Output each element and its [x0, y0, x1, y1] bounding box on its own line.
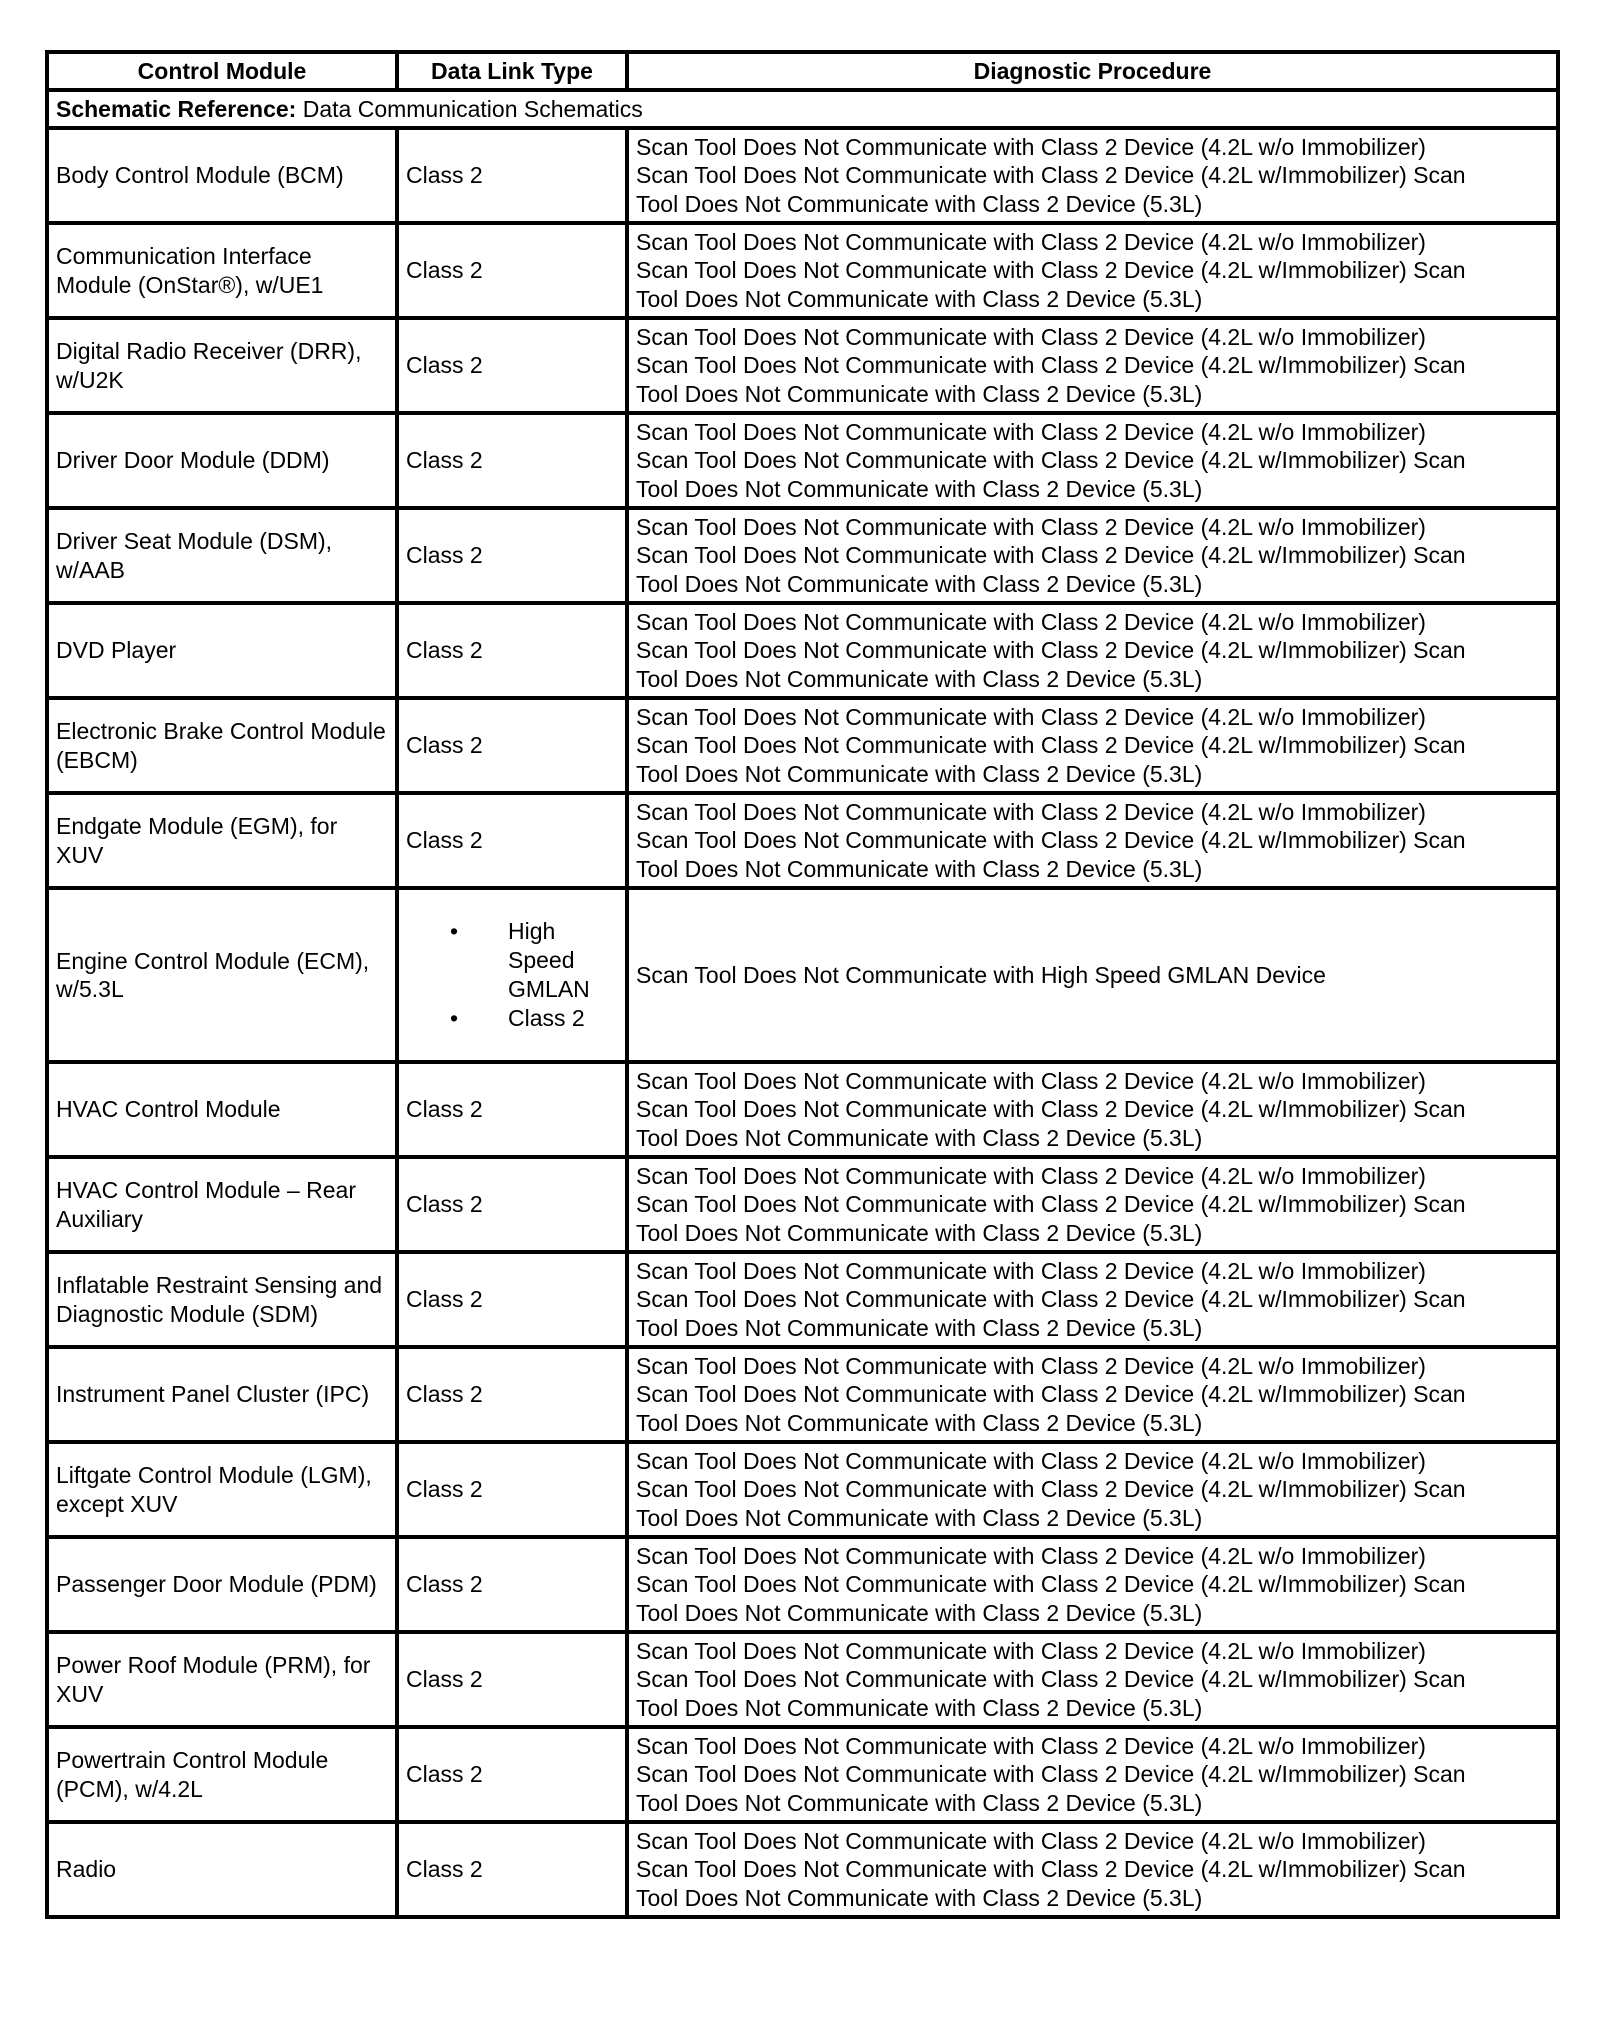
table-row — [47, 1157, 1558, 1252]
diagnostic-procedure-link[interactable]: Scan Tool Does Not Communicate with Class 2 Device (4.2L w/o Immobilizer) — [636, 1542, 1426, 1569]
diagnostic-procedure-link[interactable]: Tool Does Not Communicate with Class 2 Device (5.3L) — [636, 1124, 1203, 1151]
diagnostic-procedure-link[interactable]: Tool Does Not Communicate with Class 2 Device (5.3L) — [636, 1314, 1203, 1341]
diagnostic-procedure-link[interactable]: Tool Does Not Communicate with Class 2 Device (5.3L) — [636, 1694, 1203, 1721]
diagnostic-procedure-cell — [627, 793, 1558, 888]
table-row — [47, 1537, 1558, 1632]
diagnostic-procedure-cell — [627, 1347, 1558, 1442]
data-link-type-cell: Class 2 — [397, 1822, 627, 1917]
data-link-type-cell: Class 2 — [397, 1062, 627, 1157]
diagnostic-procedure-link[interactable]: Tool Does Not Communicate with Class 2 Device (5.3L) — [636, 855, 1203, 882]
header-data-link-type: Data Link Type — [397, 52, 627, 90]
data-link-type-cell: Class 2 — [397, 1252, 627, 1347]
control-module-cell: Communication Interface Module (OnStar®), w/UE1 — [47, 223, 397, 318]
diagnostic-procedure-cell — [627, 413, 1558, 508]
diagnostic-procedure-link[interactable]: Scan Tool Does Not Communicate with Class 2 Device (4.2L w/o Immobilizer) — [636, 1162, 1426, 1189]
diagnostic-procedure-link[interactable]: Scan Tool Does Not Communicate with Class 2 Device (4.2L w/o Immobilizer) — [636, 323, 1426, 350]
data-link-type-cell: Class 2 — [397, 1442, 627, 1537]
diagnostic-procedure-cell — [627, 1252, 1558, 1347]
diagnostic-procedure-cell — [627, 318, 1558, 413]
control-module-cell: Digital Radio Receiver (DRR), w/U2K — [47, 318, 397, 413]
diagnostic-procedure-cell — [627, 508, 1558, 603]
control-module-cell: Liftgate Control Module (LGM), except XUV — [47, 1442, 397, 1537]
control-module-cell: Electronic Brake Control Module (EBCM) — [47, 698, 397, 793]
diagnostic-procedure-link[interactable]: Tool Does Not Communicate with Class 2 Device (5.3L) — [636, 1599, 1203, 1626]
diagnostic-procedure-link[interactable]: Tool Does Not Communicate with Class 2 Device (5.3L) — [636, 665, 1203, 692]
data-link-type-cell: Class 2 — [397, 1632, 627, 1727]
table-row — [47, 698, 1558, 793]
schematic-reference-label: Schematic Reference: — [56, 95, 297, 122]
table-row — [47, 1632, 1558, 1727]
table-row — [47, 793, 1558, 888]
bullet-icon: • — [450, 918, 459, 944]
diagnostic-procedure-link[interactable]: Tool Does Not Communicate with Class 2 Device (5.3L) — [636, 1219, 1203, 1246]
diagnostic-procedure-cell — [627, 1632, 1558, 1727]
diagnostic-procedure-link[interactable]: Scan Tool Does Not Communicate with Class 2 Device (4.2L w/Immobilizer) Scan — [636, 637, 1466, 664]
diagnostic-procedure-link[interactable]: Tool Does Not Communicate with Class 2 Device (5.3L) — [636, 1789, 1203, 1816]
diagnostic-procedure-link[interactable]: Scan Tool Does Not Communicate with High Speed GMLAN Device — [636, 961, 1326, 988]
diagnostic-procedure-link[interactable]: Tool Does Not Communicate with Class 2 Device (5.3L) — [636, 570, 1203, 597]
data-link-type-item — [450, 917, 618, 1004]
diagnostic-procedure-link[interactable]: Scan Tool Does Not Communicate with Class 2 Device (4.2L w/o Immobilizer) — [636, 1827, 1426, 1854]
diagnostic-procedure-link[interactable]: Tool Does Not Communicate with Class 2 Device (5.3L) — [636, 1504, 1203, 1531]
control-module-cell: DVD Player — [47, 603, 397, 698]
diagnostic-procedure-link[interactable]: Scan Tool Does Not Communicate with Class 2 Device (4.2L w/o Immobilizer) — [636, 513, 1426, 540]
schematic-reference-row — [47, 90, 1558, 128]
diagnostic-procedure-link[interactable]: Scan Tool Does Not Communicate with Class 2 Device (4.2L w/o Immobilizer) — [636, 1352, 1426, 1379]
table-row — [47, 603, 1558, 698]
diagnostic-procedure-cell — [627, 1442, 1558, 1537]
diagnostic-procedure-link[interactable]: Tool Does Not Communicate with Class 2 Device (5.3L) — [636, 285, 1203, 312]
control-module-cell: Endgate Module (EGM), for XUV — [47, 793, 397, 888]
diagnostic-procedure-link[interactable]: Scan Tool Does Not Communicate with Class 2 Device (4.2L w/Immobilizer) Scan — [636, 1856, 1466, 1883]
data-link-type-cell: Class 2 — [397, 223, 627, 318]
diagnostic-procedure-link[interactable]: Scan Tool Does Not Communicate with Class 2 Device (4.2L w/o Immobilizer) — [636, 1257, 1426, 1284]
diagnostic-procedure-link[interactable]: Scan Tool Does Not Communicate with Class 2 Device (4.2L w/o Immobilizer) — [636, 1447, 1426, 1474]
data-link-type-cell: Class 2 — [397, 1347, 627, 1442]
data-link-type-item — [450, 1004, 618, 1033]
diagnostic-procedure-link[interactable]: Scan Tool Does Not Communicate with Class 2 Device (4.2L w/Immobilizer) Scan — [636, 732, 1466, 759]
table-row — [47, 1347, 1558, 1442]
diagnostic-procedure-link[interactable]: Scan Tool Does Not Communicate with Class 2 Device (4.2L w/Immobilizer) Scan — [636, 1666, 1466, 1693]
diagnostic-procedure-cell — [627, 1157, 1558, 1252]
schematic-reference-link[interactable]: Data Communication Schematics — [302, 95, 643, 122]
header-diagnostic-procedure: Diagnostic Procedure — [627, 52, 1558, 90]
control-module-cell: Powertrain Control Module (PCM), w/4.2L — [47, 1727, 397, 1822]
table-row — [47, 413, 1558, 508]
table-row — [47, 1062, 1558, 1157]
diagnostic-procedure-cell — [627, 1822, 1558, 1917]
diagnostic-procedure-link[interactable]: Scan Tool Does Not Communicate with Class 2 Device (4.2L w/o Immobilizer) — [636, 798, 1426, 825]
diagnostic-procedure-cell — [627, 1537, 1558, 1632]
document-page — [45, 50, 1556, 1919]
table-row — [47, 1822, 1558, 1917]
diagnostic-procedure-link[interactable]: Scan Tool Does Not Communicate with Class 2 Device (4.2L w/Immobilizer) Scan — [636, 447, 1466, 474]
control-module-cell: Engine Control Module (ECM), w/5.3L — [47, 888, 397, 1062]
diagnostic-procedure-link[interactable]: Scan Tool Does Not Communicate with Class 2 Device (4.2L w/Immobilizer) Scan — [636, 1286, 1466, 1313]
diagnostic-procedure-cell — [627, 698, 1558, 793]
diagnostic-procedure-link[interactable]: Scan Tool Does Not Communicate with Class 2 Device (4.2L w/Immobilizer) Scan — [636, 1096, 1466, 1123]
diagnostic-procedure-link[interactable]: Scan Tool Does Not Communicate with Class 2 Device (4.2L w/o Immobilizer) — [636, 418, 1426, 445]
diagnostic-procedure-link[interactable]: Scan Tool Does Not Communicate with Class 2 Device (4.2L w/Immobilizer) Scan — [636, 257, 1466, 284]
table-row — [47, 1727, 1558, 1822]
data-link-type-cell: Class 2 — [397, 128, 627, 223]
diagnostic-procedure-link[interactable]: Tool Does Not Communicate with Class 2 Device (5.3L) — [636, 1409, 1203, 1436]
header-row — [47, 52, 1558, 90]
diagnostic-procedure-link[interactable]: Tool Does Not Communicate with Class 2 Device (5.3L) — [636, 1884, 1203, 1911]
diagnostic-procedure-link[interactable]: Scan Tool Does Not Communicate with Class 2 Device (4.2L w/Immobilizer) Scan — [636, 542, 1466, 569]
diagnostic-procedure-link[interactable]: Tool Does Not Communicate with Class 2 Device (5.3L) — [636, 475, 1203, 502]
table-row — [47, 128, 1558, 223]
header-control-module: Control Module — [47, 52, 397, 90]
control-module-table — [45, 50, 1560, 1919]
bullet-icon: • — [450, 1005, 459, 1031]
data-link-type-cell: Class 2 — [397, 698, 627, 793]
diagnostic-procedure-link[interactable]: Scan Tool Does Not Communicate with Class 2 Device (4.2L w/o Immobilizer) — [636, 133, 1426, 160]
diagnostic-procedure-link[interactable]: Scan Tool Does Not Communicate with Class 2 Device (4.2L w/o Immobilizer) — [636, 1637, 1426, 1664]
table-row — [47, 223, 1558, 318]
diagnostic-procedure-link[interactable]: Scan Tool Does Not Communicate with Class 2 Device (4.2L w/Immobilizer) Scan — [636, 1191, 1466, 1218]
diagnostic-procedure-link[interactable]: Scan Tool Does Not Communicate with Class 2 Device (4.2L w/o Immobilizer) — [636, 608, 1426, 635]
data-link-type-cell: Class 2 — [397, 508, 627, 603]
table-row — [47, 318, 1558, 413]
diagnostic-procedure-link[interactable]: Scan Tool Does Not Communicate with Class 2 Device (4.2L w/Immobilizer) Scan — [636, 352, 1466, 379]
data-link-type-label: Class 2 — [508, 1005, 585, 1031]
control-module-cell: HVAC Control Module — [47, 1062, 397, 1157]
table-row — [47, 1442, 1558, 1537]
diagnostic-procedure-link[interactable]: Scan Tool Does Not Communicate with Class 2 Device (4.2L w/Immobilizer) Scan — [636, 827, 1466, 854]
diagnostic-procedure-cell — [627, 128, 1558, 223]
data-link-type-cell: Class 2 — [397, 1727, 627, 1822]
table-row-ecm — [47, 888, 1558, 1062]
data-link-type-cell: Class 2 — [397, 1537, 627, 1632]
table-row — [47, 508, 1558, 603]
diagnostic-procedure-cell — [627, 1727, 1558, 1822]
data-link-type-cell: Class 2 — [397, 1157, 627, 1252]
data-link-type-list — [406, 917, 618, 1033]
diagnostic-procedure-link[interactable]: Scan Tool Does Not Communicate with Class 2 Device (4.2L w/o Immobilizer) — [636, 1732, 1426, 1759]
diagnostic-procedure-link[interactable]: Tool Does Not Communicate with Class 2 Device (5.3L) — [636, 760, 1203, 787]
diagnostic-procedure-link[interactable]: Scan Tool Does Not Communicate with Class 2 Device (4.2L w/Immobilizer) Scan — [636, 1476, 1466, 1503]
table-row — [47, 1252, 1558, 1347]
data-link-type-cell: Class 2 — [397, 413, 627, 508]
control-module-cell: Power Roof Module (PRM), for XUV — [47, 1632, 397, 1727]
diagnostic-procedure-link[interactable]: Scan Tool Does Not Communicate with Class 2 Device (4.2L w/Immobilizer) Scan — [636, 1571, 1466, 1598]
data-link-type-cell: Class 2 — [397, 793, 627, 888]
diagnostic-procedure-link[interactable]: Tool Does Not Communicate with Class 2 Device (5.3L) — [636, 190, 1203, 217]
data-link-type-cell: Class 2 — [397, 603, 627, 698]
data-link-type-label: High Speed GMLAN — [508, 918, 590, 1002]
diagnostic-procedure-cell — [627, 888, 1558, 1062]
schematic-reference-cell — [47, 90, 1558, 128]
diagnostic-procedure-link[interactable]: Scan Tool Does Not Communicate with Class 2 Device (4.2L w/Immobilizer) Scan — [636, 162, 1466, 189]
control-module-cell: Instrument Panel Cluster (IPC) — [47, 1347, 397, 1442]
diagnostic-procedure-link[interactable]: Scan Tool Does Not Communicate with Class 2 Device (4.2L w/Immobilizer) Scan — [636, 1761, 1466, 1788]
diagnostic-procedure-link[interactable]: Scan Tool Does Not Communicate with Class 2 Device (4.2L w/o Immobilizer) — [636, 1067, 1426, 1094]
data-link-type-cell: Class 2 — [397, 318, 627, 413]
diagnostic-procedure-link[interactable]: Scan Tool Does Not Communicate with Class 2 Device (4.2L w/o Immobilizer) — [636, 228, 1426, 255]
diagnostic-procedure-cell — [627, 603, 1558, 698]
control-module-cell: Inflatable Restraint Sensing and Diagnostic Module (SDM) — [47, 1252, 397, 1347]
control-module-cell: Driver Seat Module (DSM), w/AAB — [47, 508, 397, 603]
control-module-cell: HVAC Control Module – Rear Auxiliary — [47, 1157, 397, 1252]
control-module-cell: Driver Door Module (DDM) — [47, 413, 397, 508]
control-module-cell: Body Control Module (BCM) — [47, 128, 397, 223]
diagnostic-procedure-cell — [627, 1062, 1558, 1157]
control-module-cell: Radio — [47, 1822, 397, 1917]
diagnostic-procedure-link[interactable]: Scan Tool Does Not Communicate with Class 2 Device (4.2L w/Immobilizer) Scan — [636, 1381, 1466, 1408]
diagnostic-procedure-link[interactable]: Tool Does Not Communicate with Class 2 Device (5.3L) — [636, 380, 1203, 407]
diagnostic-procedure-cell — [627, 223, 1558, 318]
data-link-type-cell — [397, 888, 627, 1062]
control-module-cell: Passenger Door Module (PDM) — [47, 1537, 397, 1632]
diagnostic-procedure-link[interactable]: Scan Tool Does Not Communicate with Class 2 Device (4.2L w/o Immobilizer) — [636, 703, 1426, 730]
